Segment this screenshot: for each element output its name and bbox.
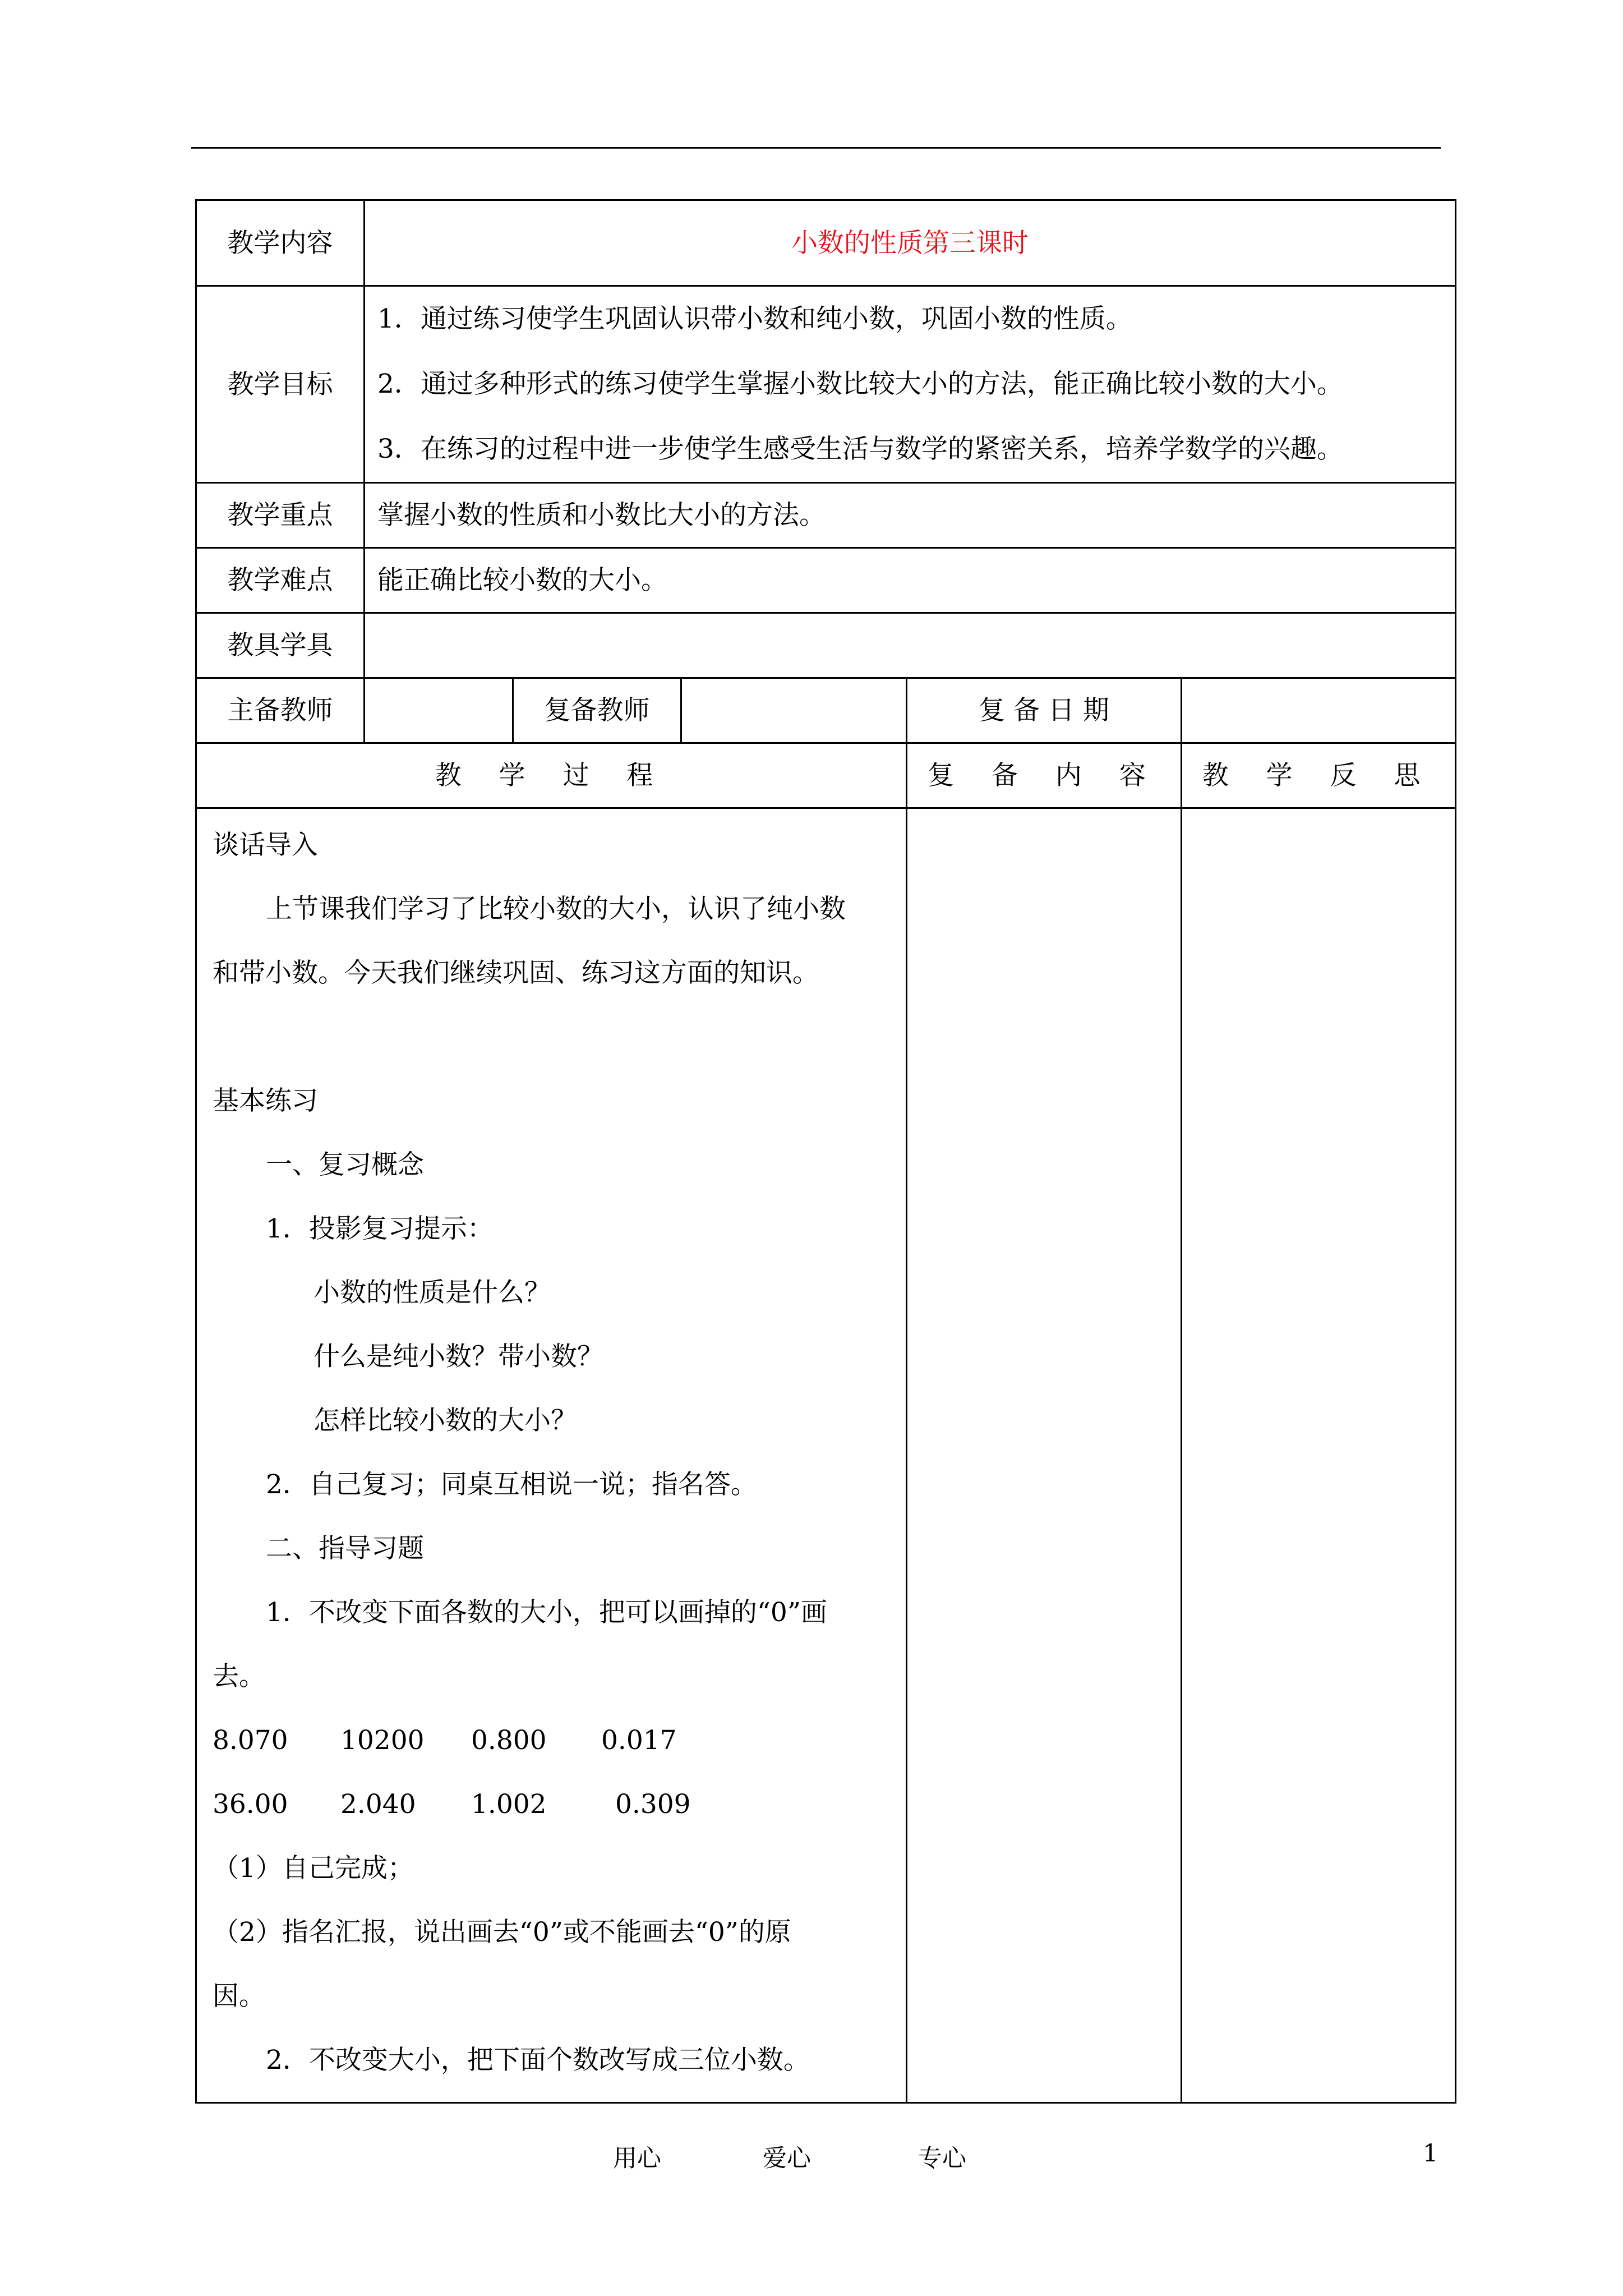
goals-label: 教学目标 <box>196 286 365 483</box>
lesson-plan-table <box>195 199 1456 2104</box>
goal-item: 1．通过练习使学生巩固认识带小数和纯小数，巩固小数的性质。 <box>377 303 1132 334</box>
main-teacher-label: 主备教师 <box>196 678 365 743</box>
co-content-header: 复 备 内 容 <box>907 743 1182 808</box>
number: 0.017 <box>601 1725 677 1756</box>
co-teacher-label: 复备教师 <box>513 678 681 743</box>
co-date-value <box>1182 678 1456 743</box>
number: 10200 <box>340 1725 425 1756</box>
intro-line: 和带小数。今天我们继续巩固、练习这方面的知识。 <box>213 958 819 988</box>
section-heading: 一、复习概念 <box>266 1149 424 1180</box>
intro-line: 上节课我们学习了比较小数的大小，认识了纯小数 <box>266 894 846 924</box>
page-number: 1 <box>1423 2139 1438 2168</box>
number: 0.800 <box>471 1725 547 1756</box>
intro-heading: 谈话导入 <box>213 830 318 861</box>
lesson-title: 小数的性质第三课时 <box>365 200 1456 286</box>
number: 36.00 <box>213 1789 288 1820</box>
number: 1.002 <box>471 1789 547 1820</box>
step-line: （2）指名汇报，说出画去“0”或不能画去“0”的原 <box>213 1917 791 1948</box>
number: 0.309 <box>615 1789 691 1820</box>
process-header: 教 学 过 程 <box>196 743 907 808</box>
co-content-cell <box>907 808 1182 2103</box>
content-label: 教学内容 <box>196 200 365 286</box>
review-question: 什么是纯小数？带小数？ <box>313 1341 603 1372</box>
reflection-cell <box>1182 808 1456 2103</box>
difficulty-label: 教学难点 <box>196 548 365 613</box>
process-item: 1．投影复习提示： <box>266 1213 494 1244</box>
footer-word: 用心 <box>613 2145 661 2173</box>
section-heading: 二、指导习题 <box>266 1533 424 1564</box>
exercise-line: 2．不改变大小，把下面个数改写成三位小数。 <box>266 2045 810 2076</box>
step-line: （1）自己完成； <box>213 1853 414 1884</box>
reflection-header: 教 学 反 思 <box>1182 743 1456 808</box>
tools-label: 教具学具 <box>196 613 365 678</box>
footer-word: 专心 <box>918 2145 966 2173</box>
review-question: 怎样比较小数的大小？ <box>313 1405 577 1436</box>
exercise-line: 1．不改变下面各数的大小，把可以画掉的“0”画 <box>266 1597 827 1628</box>
goals-cell <box>365 286 1456 483</box>
key-label: 教学重点 <box>196 483 365 548</box>
main-teacher-value <box>365 678 513 743</box>
tools-text <box>365 613 1456 678</box>
difficulty-text: 能正确比较小数的大小。 <box>365 548 1456 613</box>
number-row <box>213 1773 893 1837</box>
exercise-line: 去。 <box>213 1661 265 1692</box>
footer-word: 爱心 <box>763 2145 811 2173</box>
step-line: 因。 <box>213 1981 265 2012</box>
goal-item: 2．通过多种形式的练习使学生掌握小数比较大小的方法，能正确比较小数的大小。 <box>377 369 1343 399</box>
process-cell <box>196 808 907 2103</box>
goal-item: 3．在练习的过程中进一步使学生感受生活与数学的紧密关系，培养学数学的兴趣。 <box>377 434 1343 464</box>
number-row <box>213 1709 893 1773</box>
review-question: 小数的性质是什么？ <box>313 1277 551 1308</box>
basic-heading: 基本练习 <box>213 1085 318 1116</box>
number: 8.070 <box>213 1725 288 1756</box>
co-date-label: 复 备 日 期 <box>907 678 1182 743</box>
co-teacher-value <box>681 678 907 743</box>
key-text: 掌握小数的性质和小数比大小的方法。 <box>365 483 1456 548</box>
number: 2.040 <box>340 1789 416 1820</box>
header-rule <box>191 147 1441 149</box>
process-item: 2．自己复习；同桌互相说一说；指名答。 <box>266 1469 757 1500</box>
blank-line <box>213 1005 893 1069</box>
